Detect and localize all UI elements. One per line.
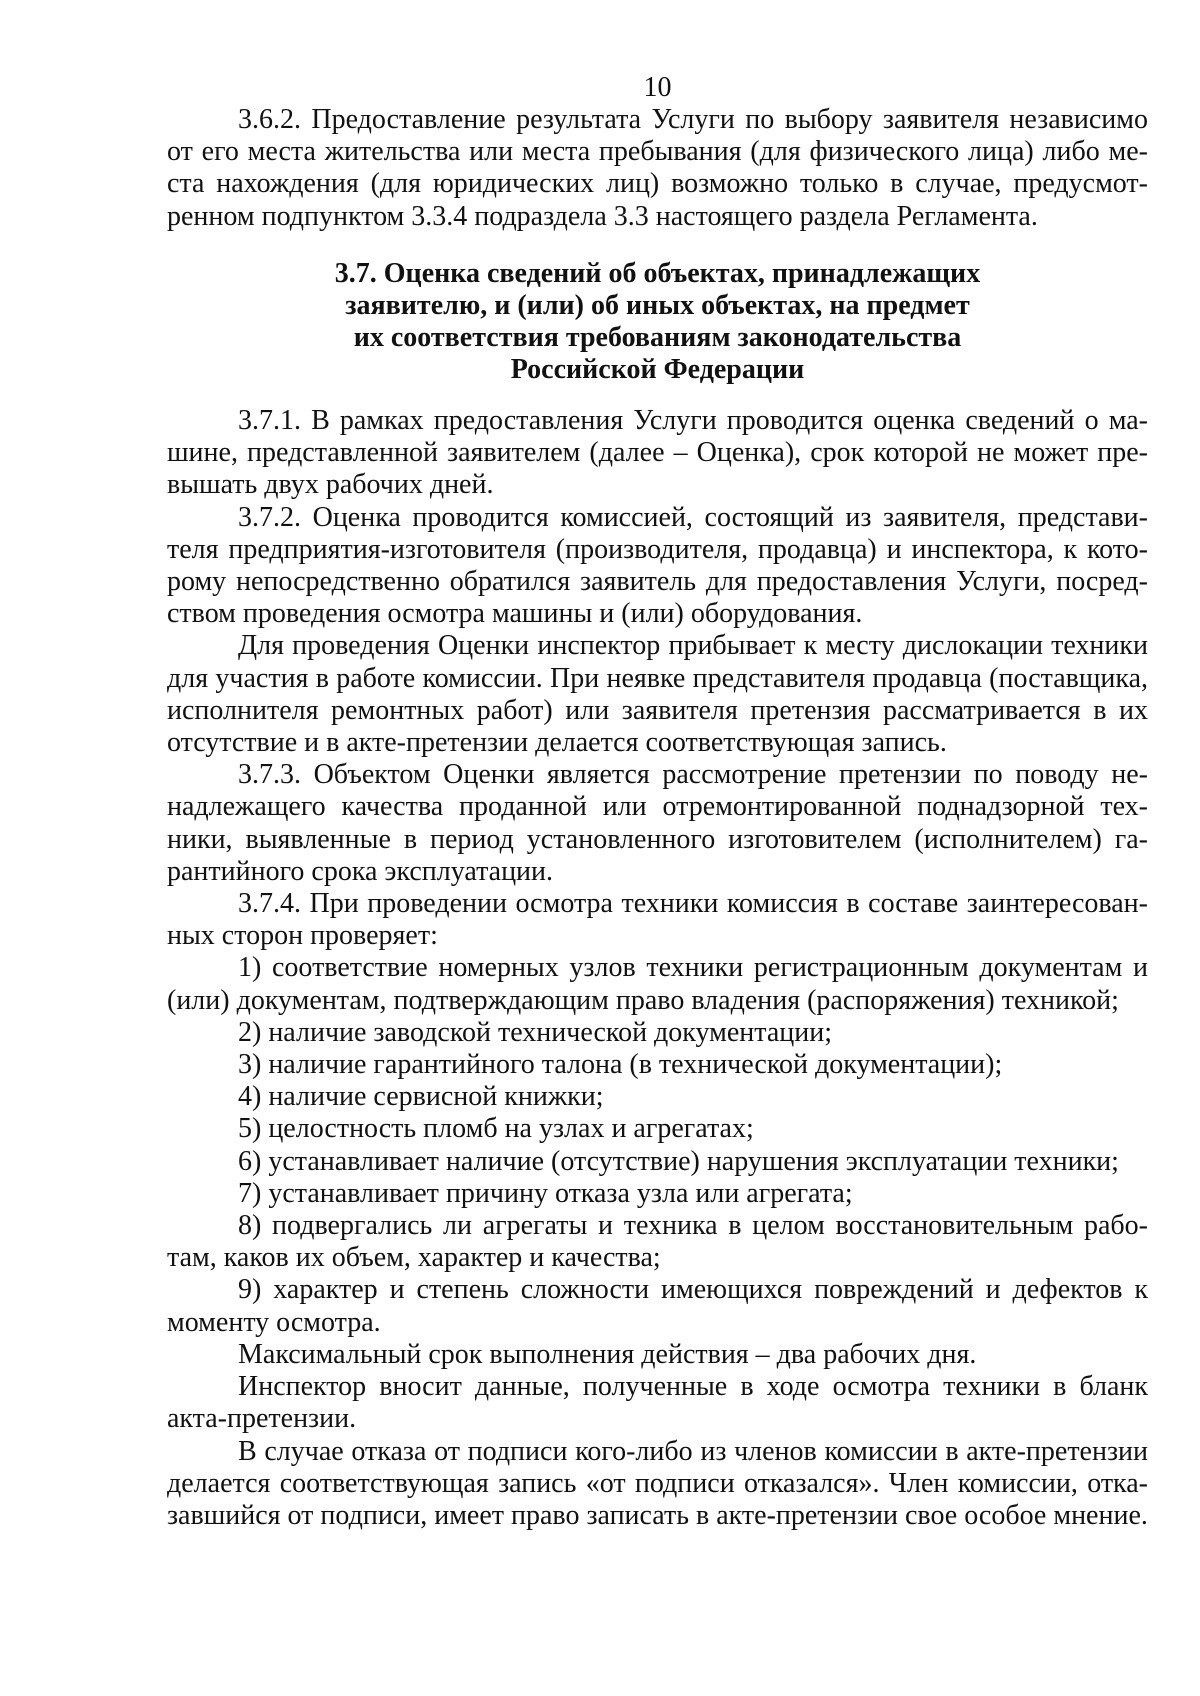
heading-line-3: их соответствия требованиям законодательства: [353, 322, 962, 353]
page-number: 10: [643, 72, 672, 103]
paragraph-inspector: Инспектор вносит данные, полученные в ходе осмотра техники в бланк акта-претензии.: [167, 1371, 1148, 1435]
paragraph-3-7-1: 3.7.1. В рамках предоставления Услуги проводится оценка сведений о машине, представленной заявителем (далее – Оценка), срок которой не может превышать двух рабочих дней.: [167, 405, 1148, 501]
section-3-7-body: [167, 405, 1148, 1532]
list-item: 1) соответствие номерных узлов техники регистрационным документам и (или) документам, подтверждающим право владения (распоряжения) техникой;: [167, 952, 1148, 1016]
paragraph-3-7-3: 3.7.3. Объектом Оценки является рассмотрение претензии по поводу ненадлежащего качества проданной или отремонтированной поднадзорной техники, выявленные в период установленного изготовителем (исполнителем) гарантийного срока эксплуатации.: [167, 759, 1148, 887]
paragraph-3-7-4: 3.7.4. При проведении осмотра техники комиссия в составе заинтересованных сторон проверяет:: [167, 888, 1148, 952]
section-3-6-2: [167, 104, 1148, 233]
list-item: 9) характер и степень сложности имеющихся повреждений и дефектов к моменту осмотра.: [167, 1274, 1148, 1338]
section-3-7-heading: [167, 258, 1148, 386]
paragraph-3-6-2: 3.6.2. Предоставление результата Услуги по выбору заявителя независимо от его места жительства или места пребывания (для физического лица) либо места нахождения (для юридических лиц) возможно только в случае, предусмотренном подпунктом 3.3.4 подраздела 3.3 настоящего раздела Регламента.: [167, 104, 1148, 232]
list-item: 5) целостность пломб на узлах и агрегатах;: [238, 1113, 754, 1145]
list-item: 6) устанавливает наличие (отсутствие) нарушения эксплуатации техники;: [238, 1145, 1119, 1177]
paragraph-max-duration: Максимальный срок выполнения действия – два рабочих дня.: [238, 1338, 977, 1370]
section-heading: [167, 258, 1148, 386]
list-item: 8) подвергались ли агрегаты и техника в целом восстановительным работам, каков их объем, характер и качества;: [167, 1210, 1148, 1274]
paragraph-signature-refusal: В случае отказа от подписи кого-либо из членов комиссии в акте-претензии делается соответствующая запись «от подписи отказался». Член комиссии, отказавшийся от подписи, имеет право записать в акте-претензии свое особое мнение.: [167, 1435, 1148, 1531]
heading-line-1: 3.7. Оценка сведений об объектах, принадлежащих: [334, 258, 981, 289]
list-item: 2) наличие заводской технической документации;: [238, 1016, 833, 1048]
paragraph-3-7-2-continued: Для проведения Оценки инспектор прибывает к месту дислокации техники для участия в работе комиссии. При неявке представителя продавца (поставщика, исполнителя ремонтных работ) или заявителя претензия рассматривается в их отсутствие и в акте-претензии делается соответствующая запись.: [167, 630, 1148, 759]
list-item: 4) наличие сервисной книжки;: [238, 1081, 604, 1113]
list-item: 3) наличие гарантийного талона (в технической документации);: [238, 1049, 1003, 1081]
list-item: 7) устанавливает причину отказа узла или агрегата;: [238, 1177, 853, 1209]
heading-line-2: заявителю, и (или) об иных объектах, на предмет: [345, 290, 970, 321]
paragraph-3-7-2: 3.7.2. Оценка проводится комиссией, состоящий из заявителя, представителя предприятия-изготовителя (производителя, продавца) и инспектора, к которому непосредственно обратился заявитель для предоставления Услуги, посредством проведения осмотра машины и (или) оборудования.: [167, 501, 1148, 630]
heading-line-4: Российской Федерации: [510, 354, 805, 385]
